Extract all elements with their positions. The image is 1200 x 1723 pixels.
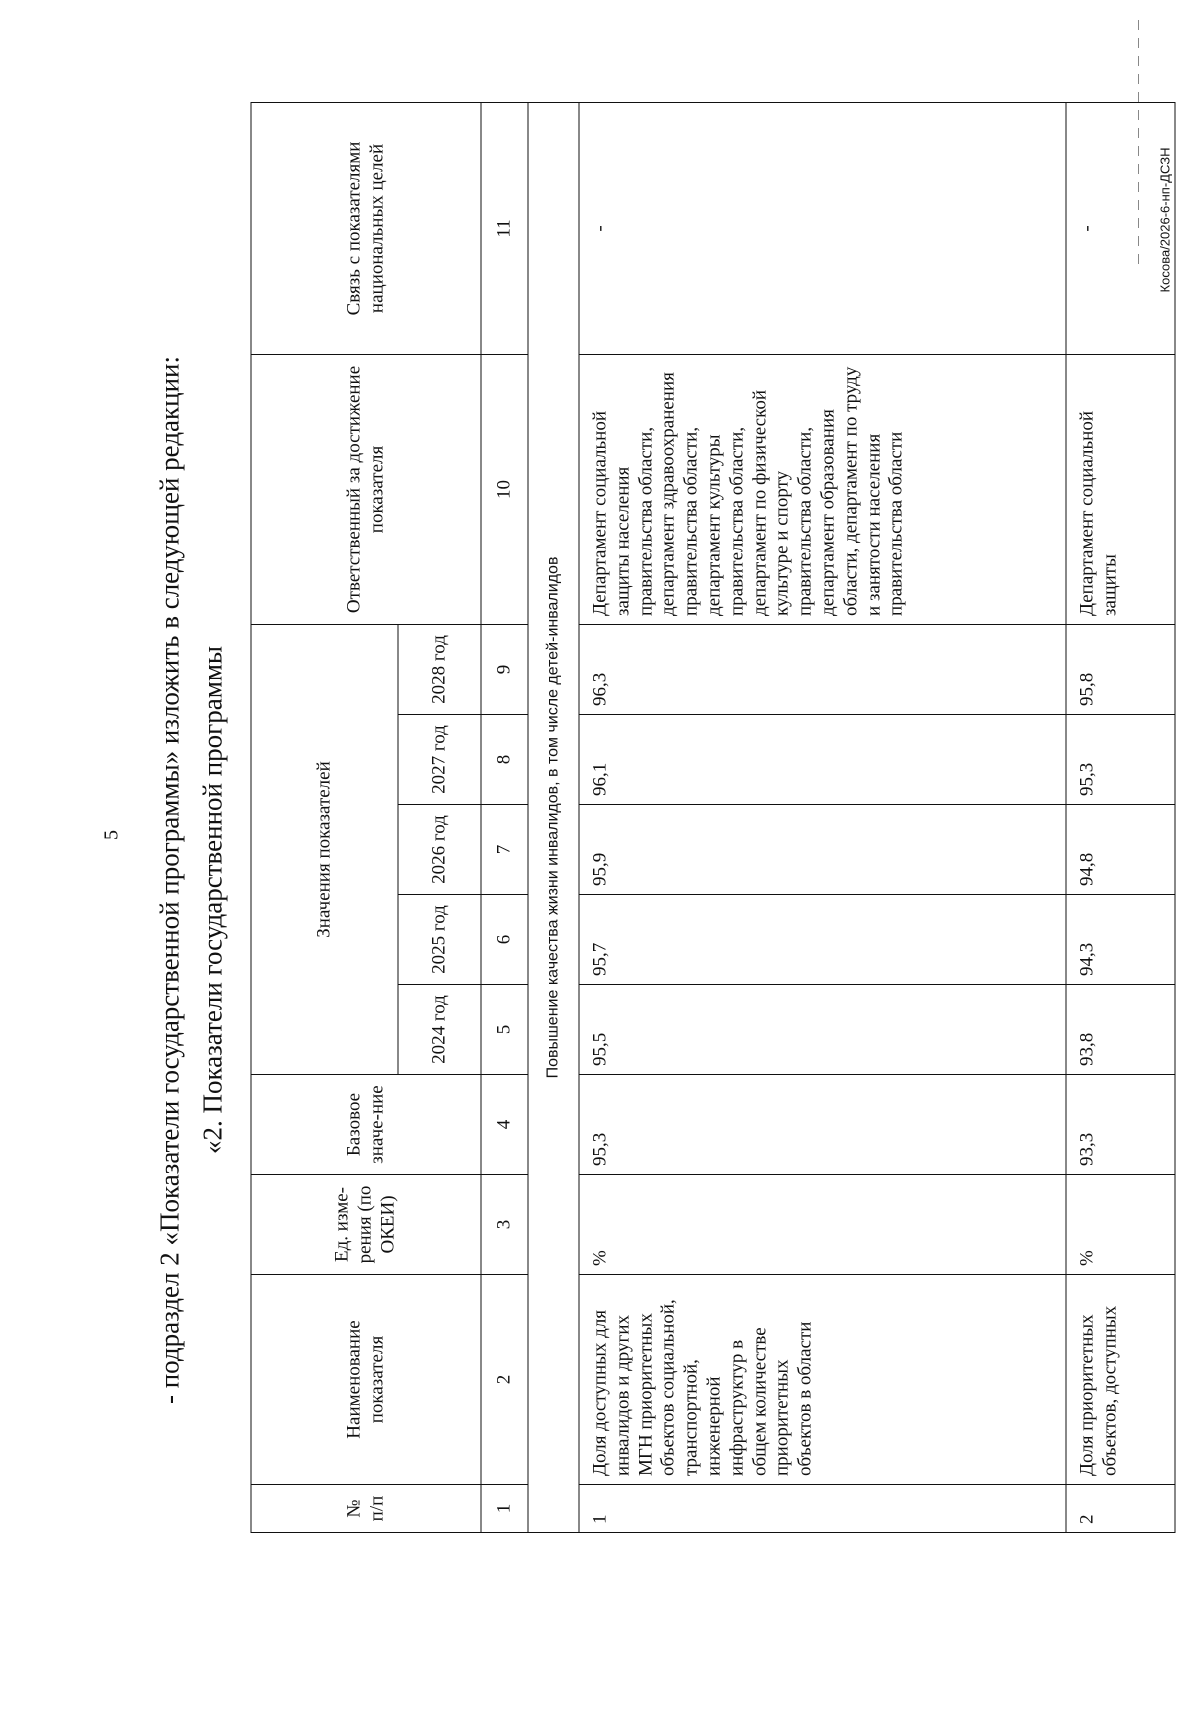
header-year: 2026 год bbox=[398, 805, 481, 895]
header-year: 2027 год bbox=[398, 715, 481, 805]
header-name: Наименование показателя bbox=[251, 1275, 481, 1485]
table-row bbox=[1066, 102, 1175, 1532]
row-value: 95,9 bbox=[579, 805, 1066, 895]
column-number: 10 bbox=[481, 354, 528, 624]
row-num: 1 bbox=[579, 1485, 1066, 1533]
row-unit: % bbox=[1066, 1175, 1175, 1275]
column-number: 1 bbox=[481, 1485, 528, 1533]
row-link: - bbox=[1066, 102, 1175, 354]
intro-text: - подраздел 2 «Показатели государственной программы» изложить в следующей редакции: bbox=[154, 355, 185, 1405]
section-heading: Повышение качества жизни инвалидов, в том числе детей-инвалидов bbox=[528, 102, 579, 1532]
table-row bbox=[579, 102, 1066, 1532]
column-number: 6 bbox=[481, 895, 528, 985]
header-link: Связь с показателями национальных целей bbox=[251, 102, 481, 354]
column-number: 9 bbox=[481, 624, 528, 714]
row-base: 93,3 bbox=[1066, 1075, 1175, 1175]
row-link: - bbox=[579, 102, 1066, 354]
section-title: «2. Показатели государственной программы bbox=[197, 645, 228, 1155]
row-value: 93,8 bbox=[1066, 985, 1175, 1075]
row-responsible: Департамент социальной защиты населения правительства области, департамент здравоохранения правительства области, департамент культуры правительства области, департамент по физической культуре и спорту правительства области, департамент образования области, департамент по труду и занятости населения правительства области bbox=[579, 354, 1066, 624]
column-numbers-row bbox=[481, 102, 528, 1532]
indicators-table-container bbox=[251, 103, 1176, 1533]
row-value: 95,5 bbox=[579, 985, 1066, 1075]
row-unit: % bbox=[579, 1175, 1066, 1275]
row-value: 95,8 bbox=[1066, 624, 1175, 714]
column-number: 5 bbox=[481, 985, 528, 1075]
header-year: 2024 год bbox=[398, 985, 481, 1075]
row-value: 96,3 bbox=[579, 624, 1066, 714]
header-num: № п/п bbox=[251, 1485, 481, 1533]
row-value: 95,3 bbox=[1066, 715, 1175, 805]
scan-artifact-line bbox=[1138, 20, 1139, 270]
section-heading-row bbox=[528, 102, 579, 1532]
header-values-group: Значения показателей bbox=[251, 624, 398, 1074]
row-name: Доля приоритетных объектов, доступных bbox=[1066, 1275, 1175, 1485]
column-number: 3 bbox=[481, 1175, 528, 1275]
column-number: 2 bbox=[481, 1275, 528, 1485]
row-num: 2 bbox=[1066, 1485, 1175, 1533]
header-base: Базовое значе-ние bbox=[251, 1075, 481, 1175]
indicators-table bbox=[251, 102, 1176, 1533]
header-year: 2028 год bbox=[398, 624, 481, 714]
footer-code: Косова/2026-6-нп-ДСЗН bbox=[1157, 147, 1173, 293]
row-base: 95,3 bbox=[579, 1075, 1066, 1175]
column-number: 11 bbox=[481, 102, 528, 354]
header-year: 2025 год bbox=[398, 895, 481, 985]
header-responsible: Ответственный за достижение показателя bbox=[251, 354, 481, 624]
row-name: Доля доступных для инвалидов и других МГН приоритетных объектов социальной, транспортной, инженерной инфраструктур в общем количестве приоритетных объектов в области bbox=[579, 1275, 1066, 1485]
header-row-1 bbox=[251, 102, 398, 1532]
column-number: 4 bbox=[481, 1075, 528, 1175]
header-unit: Ед. изме-рения (по ОКЕИ) bbox=[251, 1175, 481, 1275]
row-value: 94,3 bbox=[1066, 895, 1175, 985]
column-number: 8 bbox=[481, 715, 528, 805]
row-responsible: Департамент социальной защиты bbox=[1066, 354, 1175, 624]
column-number: 7 bbox=[481, 805, 528, 895]
row-value: 96,1 bbox=[579, 715, 1066, 805]
page-number: 5 bbox=[100, 830, 123, 840]
row-value: 94,8 bbox=[1066, 805, 1175, 895]
row-value: 95,7 bbox=[579, 895, 1066, 985]
